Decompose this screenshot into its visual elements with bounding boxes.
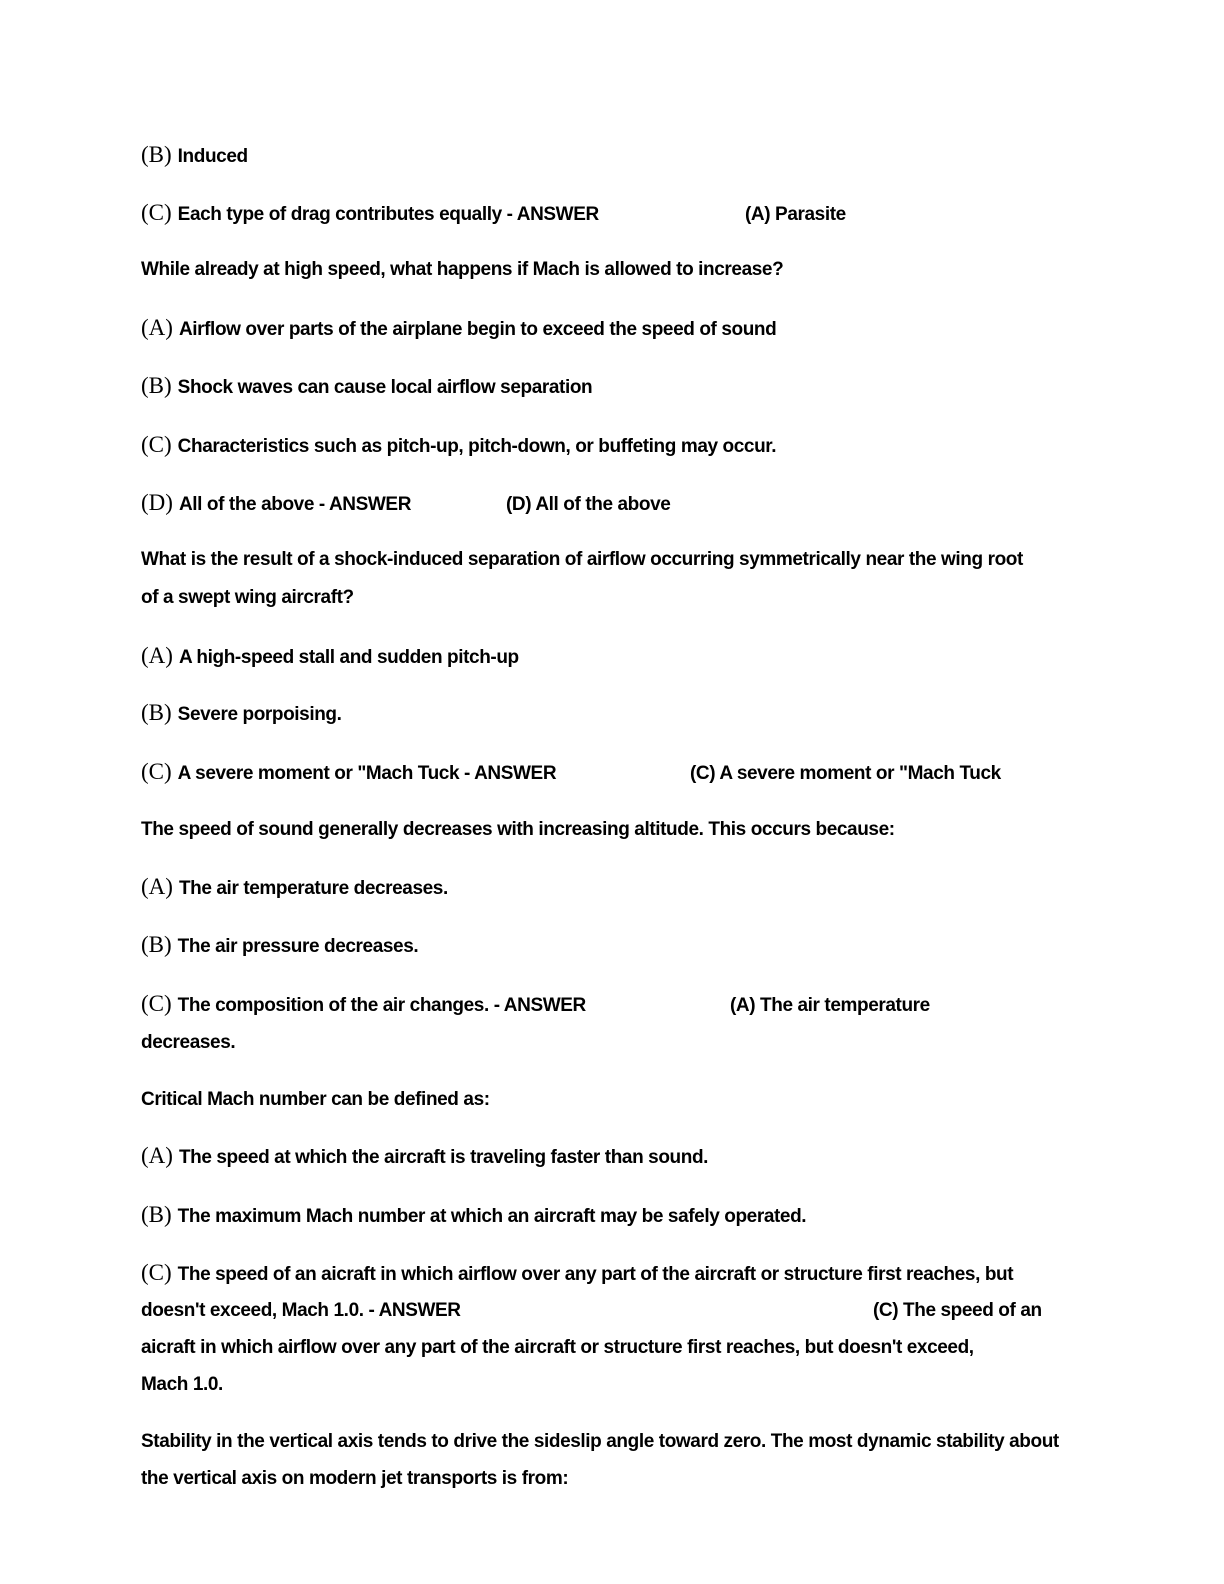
option-text: The speed at which the aircraft is traveling faster than sound. [178,1147,709,1168]
option-b [141,701,342,727]
option-a [141,875,448,901]
question-text-cont: of a swept wing aircraft? [141,587,354,608]
option-b [141,143,248,169]
option-letter: (C) [141,432,172,457]
option-letter: (B) [141,700,172,725]
answer-text-cont: decreases. [141,1032,236,1053]
question-text: Stability in the vertical axis tends to drive the sideslip angle toward zero. The most dynamic stability about [141,1431,1059,1452]
option-letter: (B) [141,932,172,957]
option-text: A severe moment or "Mach Tuck - ANSWER [177,763,557,784]
answer-text: (C) A severe moment or "Mach Tuck [690,763,1001,784]
question-text: The speed of sound generally decreases with increasing altitude. This occurs because: [141,819,895,840]
option-c-answer-line [141,201,599,227]
answer-text-cont: aicraft in which airflow over any part of the aircraft or structure first reaches, but doesn't exceed, [141,1337,974,1358]
option-letter: (B) [141,1202,172,1227]
option-b [141,374,592,400]
question-text: Critical Mach number can be defined as: [141,1089,490,1110]
question-text-cont: the vertical axis on modern jet transports is from: [141,1468,569,1489]
question-text: What is the result of a shock-induced separation of airflow occurring symmetrically near the wing root [141,549,1023,570]
answer-text: (D) All of the above [506,494,671,515]
option-letter: (C) [141,991,172,1016]
option-letter: (C) [141,1260,172,1285]
option-text: The air pressure decreases. [177,936,419,957]
option-text: All of the above - ANSWER [178,494,412,515]
answer-text: (A) The air temperature [730,995,930,1016]
option-c-answer-line: doesn't exceed, Mach 1.0. - ANSWER [141,1300,461,1321]
option-letter: (B) [141,373,172,398]
option-b [141,1203,806,1229]
option-letter: (A) [141,1143,173,1168]
option-text: Induced [177,146,248,167]
option-letter: (A) [141,643,173,668]
option-d-answer-line [141,491,411,517]
option-c [141,433,776,459]
option-text: Each type of drag contributes equally - ANSWER [177,204,599,225]
answer-text: (A) Parasite [745,204,846,225]
option-text: Shock waves can cause local airflow separation [177,377,593,398]
option-text: A high-speed stall and sudden pitch-up [178,647,519,668]
option-letter: (A) [141,315,173,340]
option-a [141,316,776,342]
option-text: The air temperature decreases. [178,878,448,899]
option-c-answer-line [141,760,556,786]
answer-text: (C) The speed of an [873,1300,1042,1321]
option-c [141,1261,1013,1287]
option-a [141,644,519,670]
option-text: Airflow over parts of the airplane begin to exceed the speed of sound [178,319,777,340]
option-letter: (A) [141,874,173,899]
option-b [141,933,418,959]
option-letter: (D) [141,490,173,515]
answer-text-cont: Mach 1.0. [141,1374,223,1395]
option-letter: (C) [141,200,172,225]
option-text: The speed of an aicraft in which airflow over any part of the aircraft or structure first reaches, but [177,1264,1014,1285]
option-letter: (C) [141,759,172,784]
option-letter: (B) [141,142,172,167]
option-text: The composition of the air changes. - ANSWER [177,995,586,1016]
option-text: Severe porpoising. [177,704,342,725]
option-a [141,1144,708,1170]
option-text: The maximum Mach number at which an aircraft may be safely operated. [177,1206,807,1227]
option-c-answer-line [141,992,586,1018]
option-text: Characteristics such as pitch-up, pitch-down, or buffeting may occur. [177,436,777,457]
question-text: While already at high speed, what happens if Mach is allowed to increase? [141,259,784,280]
